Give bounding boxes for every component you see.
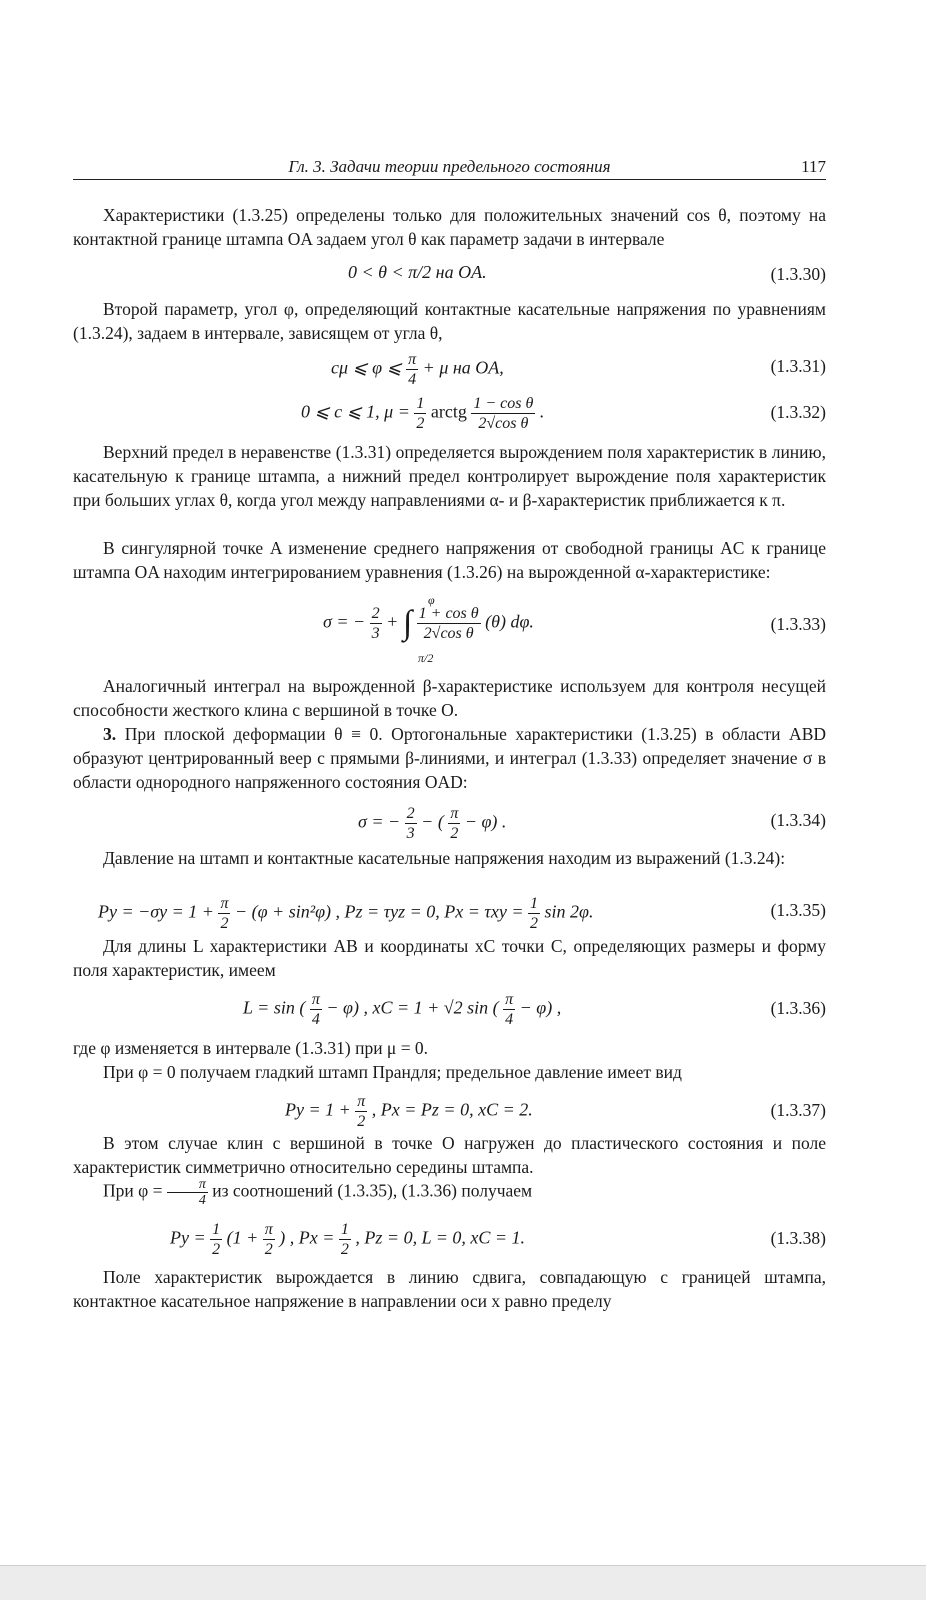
paragraph: Второй параметр, угол φ, определяющий контактные касательные напряжения по уравнениям (1.3.24), задаем в интервале, зависящем от угла θ,	[73, 299, 826, 343]
equation-number: (1.3.37)	[770, 1100, 826, 1120]
equation-number: (1.3.31)	[770, 356, 826, 376]
fraction: $\frac{\pi}{2}$	[357, 1093, 366, 1130]
equation-1-3-31	[73, 344, 826, 388]
paragraph: Давление на штамп и контактные касательные напряжения находим из выражений (1.3.24):	[103, 848, 786, 868]
paragraph-numbered	[73, 722, 826, 794]
paragraph: В сингулярной точке A изменение среднего напряжения от свободной границы AC к границе штампа OA находим интегрированием уравнения (1.3.26) на вырожденной α-характеристике:	[73, 538, 826, 582]
paragraph: Характеристики (1.3.25) определены только для положительных значений cos θ, поэтому на контактной границе штампа OA задаем угол θ как параметр задачи в интервале	[73, 205, 826, 249]
equation-right: + μ на OA,	[422, 357, 504, 378]
equation-number: (1.3.32)	[770, 402, 826, 422]
equation-1-3-32: 0 ⩽ c ⩽ 1, μ = $\frac{1}{2}$ arctg $\frac{\text{1 − cos θ}}{\text{2√cos θ}}$ . (1.3.32)	[301, 395, 826, 432]
fraction: $\frac{\pi}{4}$	[311, 991, 320, 1028]
equation-1-3-34: σ = − $\frac{2}{3}$ − ( $\frac{\pi}{2}$ − φ) . (1.3.34)	[358, 805, 826, 842]
fraction: $\frac{1}{2}$	[529, 895, 538, 932]
fraction: $\frac{\pi}{4}$	[167, 1177, 208, 1208]
chapter-title: Гл. 3. Задачи теории предельного состояния	[288, 157, 611, 176]
equation-left: 0 ⩽ c ⩽ 1, μ =	[301, 401, 410, 422]
fraction: $\frac{1}{2}$	[340, 1221, 349, 1258]
section-number: 3.	[103, 724, 117, 744]
paragraph: Поле характеристик вырождается в линию сдвига, совпадающую с границей штампа, контактное касательное напряжение в направлении оси x равно пределу	[73, 1267, 826, 1311]
equation-number: (1.3.33)	[770, 614, 826, 634]
paragraph: где φ изменяется в интервале (1.3.31) при μ = 0.	[73, 1038, 429, 1058]
fraction: $\frac{\text{1 + cos θ}}{\text{2√cos θ}}$	[418, 605, 479, 642]
equation-1-3-36: L = sin ( $\frac{\pi}{4}$ − φ) , xC = 1 + √2 sin ( $\frac{\pi}{4}$ − φ) , (1.3.36)	[243, 991, 826, 1028]
arctg-label: arctg	[430, 401, 467, 422]
integral-upper-limit: φ	[428, 593, 435, 607]
fraction: $\frac{\text{1 − cos θ}}{\text{2√cos θ}}$	[473, 395, 534, 432]
equation-number: (1.3.35)	[770, 900, 826, 920]
equation-1-3-33: σ = − $\frac{2}{3}$ + ∫ $\frac{\text{1 + cos θ}}{\text{2√cos θ}}$ (θ) dφ. φ π/2 (1.3.33)	[73, 588, 826, 664]
equation-1-3-38: Py = $\frac{1}{2}$ (1 + $\frac{\pi}{2}$ ) , Px = $\frac{1}{2}$ , Pz = 0, L = 0, xC = 1. (1.3.38)	[170, 1221, 826, 1258]
integral-lower-limit: π/2	[418, 651, 434, 665]
integral-sign: ∫	[402, 604, 413, 642]
equation-number: (1.3.30)	[770, 264, 826, 284]
equation-1-3-37: Py = 1 + $\frac{\pi}{2}$ , Px = Pz = 0, xC = 2. (1.3.37)	[285, 1093, 826, 1130]
equation-number: (1.3.34)	[770, 810, 826, 830]
equation-number: (1.3.36)	[770, 998, 826, 1018]
paragraph: Для длины L характеристики AB и координаты xC точки C, определяющих размеры и форму поля характеристик, имеем	[73, 936, 826, 980]
fraction: $\frac{\pi}{2}$	[450, 805, 459, 842]
fraction: $\frac{1}{2}$	[212, 1221, 221, 1258]
paragraph: Верхний предел в неравенстве (1.3.31) определяется вырождением поля характеристик в линию, касательную к границе штампа, а нижний предел контролирует вырождение поля характеристик при больших углах θ, когда угол между направлениями α- и β-характеристик приближается к π.	[73, 442, 826, 510]
equation-left: σ = −	[323, 611, 366, 632]
equation-1-3-35: Py = −σy = 1 + $\frac{\pi}{2}$ − (φ + sin²φ) , Pz = τyz = 0, Px = τxy = $\frac{1}{2}$ sin 2φ. (1.3.35)	[98, 895, 826, 932]
fraction: $\frac{2}{3}$	[406, 805, 415, 842]
fraction: $\frac{\pi}{4}$	[505, 991, 514, 1028]
paragraph-with-fraction: При φ = $\frac{\pi}{4}$ из соотношений (1.3.35), (1.3.36) получаем	[103, 1177, 533, 1208]
scan-bottom-edge	[0, 1565, 926, 1600]
fraction: $\frac{1}{2}$	[416, 395, 425, 432]
paragraph: Аналогичный интеграл на вырожденной β-характеристике используем для контроля несущей способности жесткого клина с вершиной в точке O.	[73, 676, 826, 720]
equation-1-3-30	[73, 260, 826, 290]
page-number: 117	[801, 157, 826, 176]
fraction: $\frac{2}{3}$	[371, 605, 380, 642]
fraction: $\frac{\pi}{2}$	[220, 895, 229, 932]
equation-body: 0 < θ < π/2 на OA.	[348, 262, 487, 282]
equation-number: (1.3.38)	[770, 1228, 826, 1248]
running-header	[73, 153, 826, 180]
equation-tail: (θ) dφ.	[485, 611, 534, 632]
paragraph: В этом случае клин с вершиной в точке O нагружен до пластического состояния и поле характеристик симметрично относительно середины штампа.	[73, 1133, 826, 1177]
fraction: $\frac{\pi}{4}$	[408, 351, 417, 388]
paragraph: При φ = 0 получаем гладкий штамп Прандля; предельное давление имеет вид	[103, 1062, 682, 1082]
equation-left: cμ ⩽ φ ⩽	[331, 357, 402, 378]
fraction: $\frac{\pi}{2}$	[264, 1221, 273, 1258]
paragraph-text: При плоской деформации θ ≡ 0. Ортогональные характеристики (1.3.25) в области ABD образуют центрированный веер с прямыми β-линиями, и интеграл (1.3.33) определяет значение σ в области однородного напряженного состояния OAD:	[73, 724, 827, 792]
